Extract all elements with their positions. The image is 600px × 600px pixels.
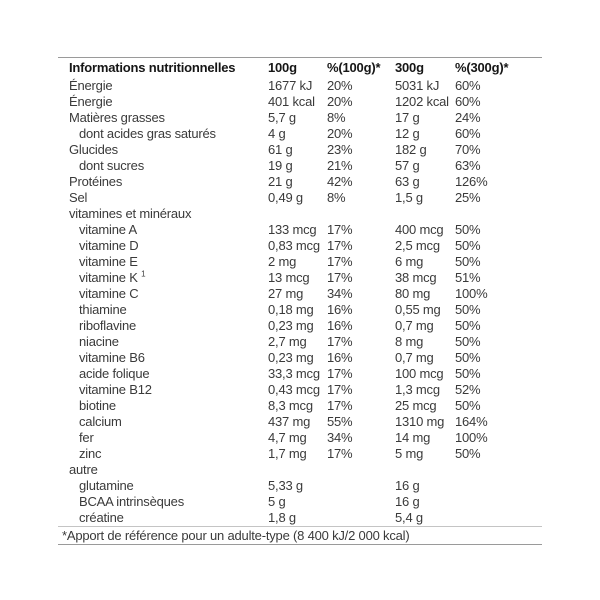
value-300g: 38 mcg [395, 270, 437, 285]
value-300g: 5 mg [395, 446, 424, 461]
pct-100g: 34% [327, 430, 353, 445]
nutrient-label: vitamine B12 [79, 382, 152, 397]
nutrient-label: Énergie [69, 78, 113, 93]
nutrient-label: Protéines [69, 174, 123, 189]
value-300g: 5031 kJ [395, 78, 440, 93]
nutrient-label: fer [79, 430, 94, 445]
pct-300g: 70% [455, 142, 481, 157]
value-300g: 5,4 g [395, 510, 423, 525]
value-100g: 5,7 g [268, 110, 296, 125]
table-row [58, 366, 542, 382]
table-row [58, 142, 542, 158]
nutrient-label: zinc [79, 446, 102, 461]
value-300g: 0,7 mg [395, 350, 434, 365]
table-row [58, 110, 542, 126]
pct-100g [327, 462, 395, 478]
table-row [58, 318, 542, 334]
value-300g: 25 mcg [395, 398, 437, 413]
value-100g: 61 g [268, 142, 293, 157]
section-row [58, 206, 542, 222]
pct-100g: 17% [327, 446, 353, 461]
pct-300g: 50% [455, 398, 481, 413]
header-col-nutrient: Informations nutritionnelles [69, 60, 236, 75]
pct-100g: 34% [327, 286, 353, 301]
pct-300g: 50% [455, 334, 481, 349]
pct-100g: 16% [327, 318, 353, 333]
table-row [58, 430, 542, 446]
pct-100g [327, 494, 395, 510]
table-row [58, 238, 542, 254]
value-300g: 100 mcg [395, 366, 444, 381]
value-100g [268, 462, 327, 478]
value-300g: 12 g [395, 126, 420, 141]
pct-300g: 50% [455, 254, 481, 269]
value-300g [395, 206, 455, 222]
pct-100g: 20% [327, 94, 353, 109]
pct-300g: 51% [455, 270, 481, 285]
section-row [58, 462, 542, 478]
table-row [58, 334, 542, 350]
value-100g: 1677 kJ [268, 78, 313, 93]
value-100g: 0,49 g [268, 190, 303, 205]
nutrient-label: thiamine [79, 302, 127, 317]
value-300g: 8 mg [395, 334, 424, 349]
table-row [58, 494, 542, 510]
table-body [58, 78, 542, 526]
table-row [58, 398, 542, 414]
value-300g: 80 mg [395, 286, 431, 301]
value-100g: 21 g [268, 174, 293, 189]
table-row [58, 446, 542, 462]
nutrient-label: vitamine E [79, 254, 138, 269]
value-100g: 1,8 g [268, 510, 296, 525]
pct-300g [455, 462, 542, 478]
pct-100g: 17% [327, 334, 353, 349]
value-300g [395, 462, 455, 478]
value-100g: 0,43 mcg [268, 382, 320, 397]
value-100g: 133 mcg [268, 222, 317, 237]
value-300g: 16 g [395, 494, 420, 509]
pct-300g: 50% [455, 238, 481, 253]
value-100g: 4,7 mg [268, 430, 307, 445]
value-300g: 17 g [395, 110, 420, 125]
value-300g: 1,5 g [395, 190, 423, 205]
value-100g: 0,83 mcg [268, 238, 320, 253]
header-col-100g: 100g [268, 60, 297, 75]
pct-100g: 17% [327, 270, 353, 285]
pct-300g: 100% [455, 430, 488, 445]
table-row [58, 190, 542, 206]
value-300g: 182 g [395, 142, 427, 157]
table-row [58, 478, 542, 494]
pct-300g: 50% [455, 222, 481, 237]
pct-300g: 25% [455, 190, 481, 205]
value-300g: 1,3 mcg [395, 382, 440, 397]
pct-100g: 17% [327, 382, 353, 397]
value-100g: 13 mcg [268, 270, 310, 285]
nutrient-label: vitamine C [79, 286, 139, 301]
table-row [58, 382, 542, 398]
table-row [58, 350, 542, 366]
table-row [58, 78, 542, 94]
nutrient-label: calcium [79, 414, 122, 429]
value-100g: 0,18 mg [268, 302, 314, 317]
value-300g: 6 mg [395, 254, 424, 269]
value-300g: 2,5 mcg [395, 238, 440, 253]
value-100g: 2,7 mg [268, 334, 307, 349]
pct-300g [455, 478, 542, 494]
pct-100g: 21% [327, 158, 353, 173]
value-100g: 19 g [268, 158, 293, 173]
pct-100g: 20% [327, 78, 353, 93]
pct-300g: 164% [455, 414, 488, 429]
value-100g: 437 mg [268, 414, 311, 429]
pct-100g: 42% [327, 174, 353, 189]
header-col-pct-300g: %(300g)* [455, 60, 509, 75]
value-300g: 0,7 mg [395, 318, 434, 333]
value-100g: 401 kcal [268, 94, 315, 109]
nutrient-label: vitamine A [79, 222, 137, 237]
pct-100g: 8% [327, 190, 346, 205]
table-row [58, 254, 542, 270]
nutrient-label: Sel [69, 190, 88, 205]
value-300g: 16 g [395, 478, 420, 493]
nutrient-label: vitamine D [79, 238, 139, 253]
value-100g: 33,3 mcg [268, 366, 320, 381]
pct-300g: 50% [455, 366, 481, 381]
value-100g [268, 206, 327, 222]
value-300g: 1202 kcal [395, 94, 449, 109]
nutrient-label: vitamines et minéraux [69, 206, 192, 221]
nutrient-label: biotine [79, 398, 116, 413]
pct-100g [327, 510, 395, 526]
pct-300g: 126% [455, 174, 488, 189]
value-300g: 63 g [395, 174, 420, 189]
pct-300g: 100% [455, 286, 488, 301]
pct-300g: 24% [455, 110, 481, 125]
table-row [58, 158, 542, 174]
value-300g: 1310 mg [395, 414, 445, 429]
pct-100g: 17% [327, 398, 353, 413]
pct-100g [327, 478, 395, 494]
pct-300g [455, 510, 542, 526]
pct-300g [455, 494, 542, 510]
pct-300g: 50% [455, 318, 481, 333]
pct-100g: 8% [327, 110, 346, 125]
nutrition-table [58, 57, 542, 545]
nutrient-label: niacine [79, 334, 119, 349]
pct-300g: 50% [455, 350, 481, 365]
value-300g: 57 g [395, 158, 420, 173]
value-100g: 5,33 g [268, 478, 303, 493]
nutrient-label: glutamine [79, 478, 134, 493]
table-header-row [58, 58, 542, 78]
pct-100g: 17% [327, 254, 353, 269]
value-300g: 0,55 mg [395, 302, 441, 317]
pct-100g: 23% [327, 142, 353, 157]
pct-300g: 63% [455, 158, 481, 173]
value-300g: 400 mcg [395, 222, 444, 237]
value-100g: 27 mg [268, 286, 304, 301]
pct-100g: 16% [327, 350, 353, 365]
pct-300g: 60% [455, 94, 481, 109]
header-col-pct-100g: %(100g)* [327, 60, 381, 75]
header-col-300g: 300g [395, 60, 424, 75]
table-row [58, 126, 542, 142]
nutrient-label: créatine [79, 510, 124, 525]
value-100g: 8,3 mcg [268, 398, 313, 413]
pct-100g: 17% [327, 222, 353, 237]
table-row [58, 270, 542, 286]
nutrient-label: riboflavine [79, 318, 137, 333]
nutrient-label: dont sucres [79, 158, 145, 173]
pct-300g: 50% [455, 302, 481, 317]
table-row [58, 174, 542, 190]
nutrient-label: BCAA intrinsèques [79, 494, 184, 509]
pct-300g: 60% [455, 78, 481, 93]
table-row [58, 286, 542, 302]
nutrient-label: autre [69, 462, 98, 477]
nutrient-label: vitamine K $^1$ [79, 269, 146, 285]
pct-300g: 60% [455, 126, 481, 141]
nutrient-label: Énergie [69, 94, 113, 109]
pct-100g: 17% [327, 366, 353, 381]
pct-100g: 17% [327, 238, 353, 253]
value-100g: 0,23 mg [268, 318, 314, 333]
value-100g: 1,7 mg [268, 446, 307, 461]
value-100g: 4 g [268, 126, 286, 141]
table-row [58, 94, 542, 110]
nutrient-label: Glucides [69, 142, 118, 157]
pct-300g: 50% [455, 446, 481, 461]
table-row [58, 510, 542, 526]
nutrient-label: acide folique [79, 366, 150, 381]
table-row [58, 302, 542, 318]
nutrient-label: dont acides gras saturés [79, 126, 216, 141]
nutrient-label: vitamine B6 [79, 350, 145, 365]
pct-300g [455, 206, 542, 222]
table-row [58, 222, 542, 238]
value-300g: 14 mg [395, 430, 431, 445]
value-100g: 5 g [268, 494, 286, 509]
pct-100g: 20% [327, 126, 353, 141]
table-footnote: *Apport de référence pour un adulte-type (8 400 kJ/2 000 kcal) [58, 526, 542, 545]
footnote-marker: 1 [141, 269, 146, 279]
nutrient-label: Matières grasses [69, 110, 165, 125]
value-100g: 2 mg [268, 254, 297, 269]
pct-100g [327, 206, 395, 222]
pct-100g: 55% [327, 414, 353, 429]
pct-300g: 52% [455, 382, 481, 397]
pct-100g: 16% [327, 302, 353, 317]
value-100g: 0,23 mg [268, 350, 314, 365]
table-row [58, 414, 542, 430]
